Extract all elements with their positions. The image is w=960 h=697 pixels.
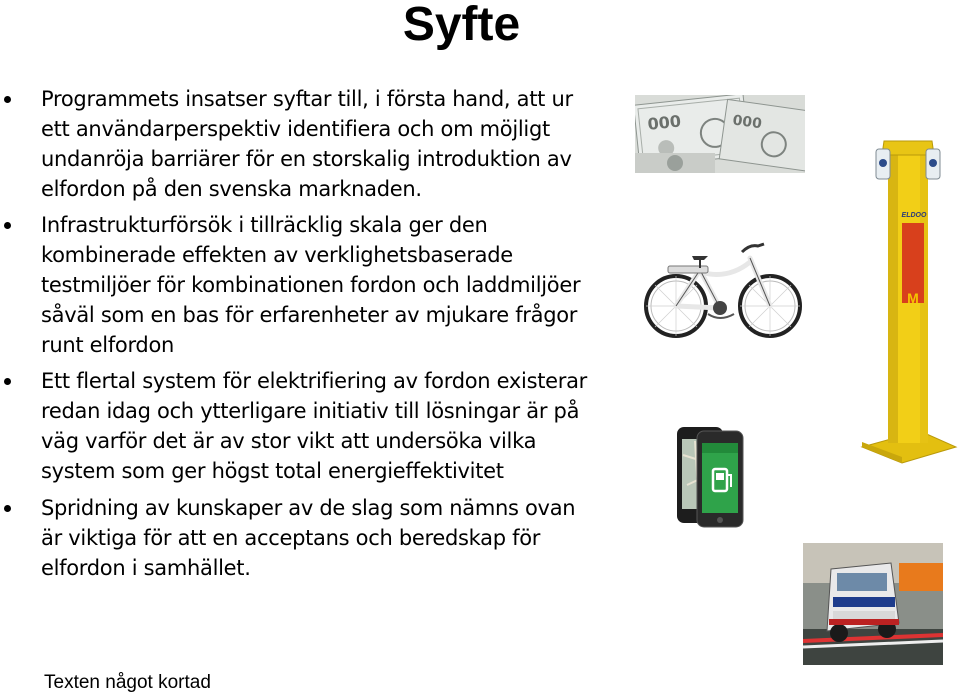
bullet-item: [0, 84, 601, 204]
bullet-text: Programmets insatser syftar till, i första hand, att ur ett användarperspektiv identifiera och om möjligt undanröja barriärer för en storskalig introduktion av elfordon på den svenska marknaden.: [41, 87, 573, 201]
bullet-text: Ett flertal system för elektrifiering av fordon existerar redan idag och ytterligare initiativ till lösningar är på väg varför det är av stor vikt att undersöka vilka system som ger högst total energieffektivitet: [41, 369, 588, 483]
charging-post-brand: ELDOO: [901, 212, 927, 219]
svg-text:000: 000: [646, 111, 682, 134]
electric-bicycle-icon: [642, 240, 804, 340]
slot-car-truck-icon: [803, 543, 943, 665]
bullet-dot: [4, 96, 11, 103]
bullet-item: [0, 366, 611, 486]
banknotes-icon: [635, 95, 805, 173]
bullet-dot: [4, 222, 11, 229]
bullet-dot: [4, 378, 11, 385]
bicycle-image: [642, 240, 804, 340]
bullet-item: [0, 210, 601, 360]
charging-post-icon: [858, 135, 958, 465]
bullet-dot: [4, 505, 11, 512]
bullet-list: [0, 84, 600, 583]
slide-title: Syfte: [402, 0, 521, 51]
bullet-text: Spridning av kunskaper av de slag som nämns ovan är viktiga för att en acceptans och beredskap för elfordon i samhället.: [41, 496, 576, 580]
race-truck-image: [803, 543, 943, 665]
smartphone-image: [675, 425, 760, 530]
bullet-text: Infrastrukturförsök i tillräcklig skala ger den kombinerade effekten av verklighetsbaserade testmiljöer för kombinationen fordon och laddmiljöer såväl som en bas för erfarenheter av mjukare frågor runt elfordon: [41, 213, 581, 357]
smartphone-app-icon: [675, 425, 760, 530]
charging-post-image: [858, 135, 958, 465]
bullet-item: [0, 493, 601, 583]
charging-post-logo: M: [907, 290, 919, 306]
svg-text:000: 000: [731, 112, 763, 133]
banknotes-image: [635, 95, 805, 173]
footnote: Texten något kortad: [44, 672, 211, 693]
